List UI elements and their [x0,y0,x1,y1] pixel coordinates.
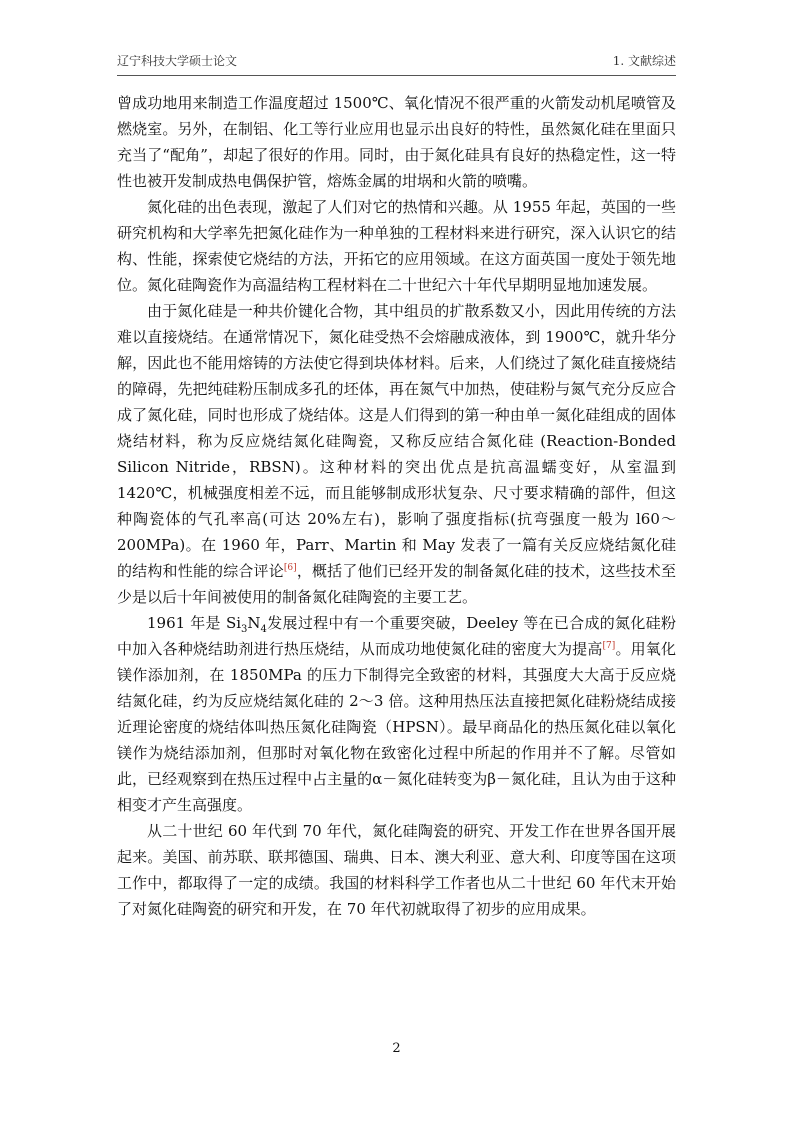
header-divider [117,75,676,76]
paragraph-text: 发展过程中有一个重要突破，Deeley 等在已合成的氮化硅粉中加入各种烧结助剂进行热压烧结，从而成功地使氮化硅的密度大为提高 [117,614,676,658]
page-number: 2 [392,1041,401,1056]
subscript: 4 [260,624,267,635]
body-text [117,90,676,922]
paragraph-text: 从二十世纪 60 年代到 70 年代，氮化硅陶瓷的研究、开发工作在世界各国开展起来。美国、前苏联、联邦德国、瑞典、日本、澳大利亚、意大利、印度等国在这项工作中，都取得了一定的成绩。我国的材料科学工作者也从二十世纪 60 年代末开始了对氮化硅陶瓷的研究和开发，在 70 年代初就取得了初步的应用成果。 [117,822,676,918]
citation-link[interactable]: [7] [602,641,616,651]
paragraph-text: 氮化硅的出色表现，激起了人们对它的热情和兴趣。从 1955 年起，英国的一些研究机构和大学率先把氮化硅作为一种单独的工程材料来进行研究，深入认识它的结构、性能，探索使它烧结的方法，开拓它的应用领域。在这方面英国一度处于领先地位。氮化硅陶瓷作为高温结构工程材料在二十世纪六十年代早期明显地加速发展。 [117,198,676,294]
paragraph-text: 。用氧化镁作添加剂，在 1850MPa 的压力下制得完全致密的材料，其强度大大高于反应烧结氮化硅，约为反应烧结氮化硅的 2～3 倍。这种用热压法直接把氮化硅粉烧结成接近理论密度的烧结体叫热压氮化硅陶瓷（HPSN）。最早商品化的热压氮化硅以氧化镁作为烧结添加剂，但那时对氧化物在致密化过程中所起的作用并不了解。尽管如此，已经观察到在热压过程中占主量的α－氮化硅转变为β－氮化硅，且认为由于这种相变才产生高强度。 [117,640,676,814]
paragraph-text: 1961 年是 Si [147,614,242,632]
paragraph-text: 曾成功地用来制造工作温度超过 1500℃、氧化情况不很严重的火箭发动机尾喷管及燃烧室。另外，在制铝、化工等行业应用也显示出良好的特性，虽然氮化硅在里面只充当了“配角”，却起了很好的作用。同时，由于氮化硅具有良好的热稳定性，这一特性也被开发制成热电偶保护管，熔炼金属的坩埚和火箭的喷嘴。 [117,94,676,190]
paragraph-text: 由于氮化硅是一种共价键化合物，其中组员的扩散系数又小，因此用传统的方法难以直接烧结。在通常情况下，氮化硅受热不会熔融成液体，到 1900℃，就升华分解，因此也不能用熔铸的方法使它得到块体材料。后来，人们绕过了氮化硅直接烧结的障碍，先把纯硅粉压制成多孔的坯体，再在氮气中加热，使硅粉与氮气充分反应合成了氮化硅，同时也形成了烧结体。这是人们得到的第一种由单一氮化硅组成的固体烧结材料，称为反应烧结氮化硅陶瓷，又称反应结合氮化硅 (Reaction-Bonded Silicon Nitride，RBSN)。这种材料的突出优点是抗高温蠕变好，从室温到 1420℃，机械强度相差不远，而且能够制成形状复杂、尺寸要求精确的部件，但这种陶瓷体的气孔率高(可达 20%左右)，影响了强度指标(抗弯强度一般为 l60～200MPa)。在 1960 年，Parr、Martin 和 May 发表了一篇有关反应烧结氮化硅的结构和性能的综合评论 [117,302,676,580]
paragraph-text: ，概括了他们已经开发的制备氮化硅的技术，这些技术至少是以后十年间被使用的制备氮化硅陶瓷的主要工艺。 [117,562,676,606]
header-chapter-title: 1. 文献综述 [612,54,676,68]
subscript: 3 [241,624,248,635]
header-thesis-title: 辽宁科技大学硕士论文 [117,54,238,68]
page-header [117,52,676,72]
paragraph [117,818,676,922]
paragraph-text: N [247,614,261,632]
paragraph [117,610,676,818]
paragraph [117,194,676,298]
citation-link[interactable]: [6] [283,563,297,573]
paragraph-continued [117,90,676,194]
paragraph [117,298,676,610]
